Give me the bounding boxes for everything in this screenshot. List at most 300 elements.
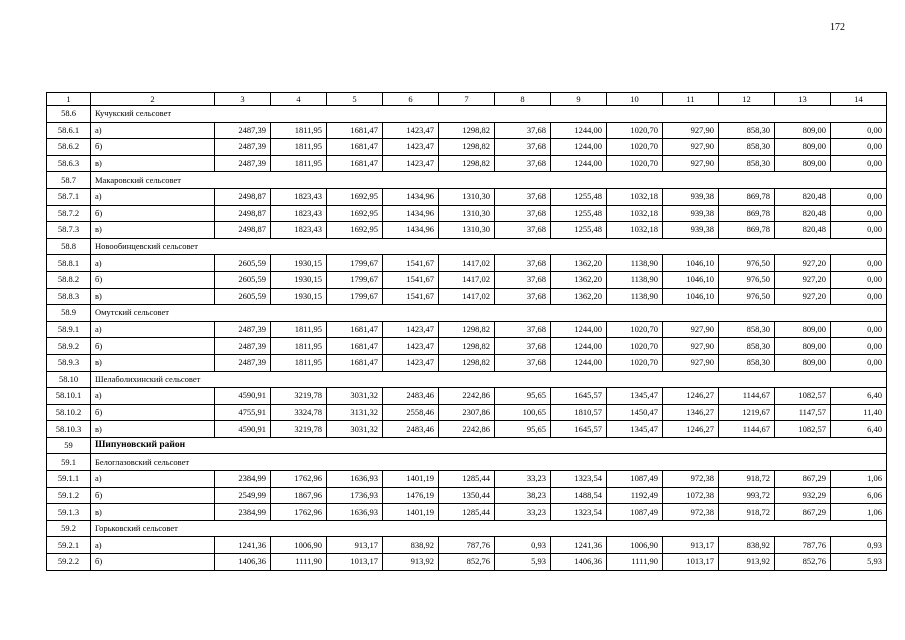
value-cell: 1645,57 xyxy=(551,388,607,405)
row-variant: в) xyxy=(91,288,215,305)
value-cell: 1406,36 xyxy=(215,554,271,571)
row-code: 58.9.1 xyxy=(47,321,91,338)
value-cell: 1362,20 xyxy=(551,271,607,288)
value-cell: 3324,78 xyxy=(271,404,327,421)
value-cell: 3131,32 xyxy=(327,404,383,421)
column-header: 14 xyxy=(831,93,887,106)
row-code: 58.8.2 xyxy=(47,271,91,288)
value-cell: 820,48 xyxy=(775,188,831,205)
value-cell: 1681,47 xyxy=(327,321,383,338)
value-cell: 2384,99 xyxy=(215,471,271,488)
value-cell: 1020,70 xyxy=(607,354,663,371)
value-cell: 3219,78 xyxy=(271,421,327,438)
value-cell: 2242,86 xyxy=(439,388,495,405)
value-cell: 0,00 xyxy=(831,122,887,139)
row-variant: б) xyxy=(91,404,215,421)
value-cell: 37,68 xyxy=(495,139,551,156)
value-cell: 858,30 xyxy=(719,338,775,355)
row-variant: б) xyxy=(91,205,215,222)
value-cell: 1111,90 xyxy=(607,554,663,571)
row-code: 59.1.3 xyxy=(47,504,91,521)
value-cell: 1811,95 xyxy=(271,321,327,338)
value-cell: 1488,54 xyxy=(551,487,607,504)
value-cell: 1345,47 xyxy=(607,421,663,438)
value-cell: 3031,32 xyxy=(327,421,383,438)
header-row xyxy=(47,93,887,106)
section-title: Горьковский сельсовет xyxy=(91,520,887,537)
value-cell: 37,68 xyxy=(495,255,551,272)
value-cell: 927,20 xyxy=(775,271,831,288)
row-code: 58.10.1 xyxy=(47,388,91,405)
value-cell: 1345,47 xyxy=(607,388,663,405)
value-cell: 1255,48 xyxy=(551,205,607,222)
column-header: 7 xyxy=(439,93,495,106)
value-cell: 2605,59 xyxy=(215,271,271,288)
section-row xyxy=(47,454,887,471)
value-cell: 1401,19 xyxy=(383,504,439,521)
value-cell: 2307,86 xyxy=(439,404,495,421)
value-cell: 1144,67 xyxy=(719,421,775,438)
value-cell: 1362,20 xyxy=(551,288,607,305)
value-cell: 1681,47 xyxy=(327,354,383,371)
value-cell: 869,78 xyxy=(719,205,775,222)
value-cell: 0,00 xyxy=(831,222,887,239)
value-cell: 1138,90 xyxy=(607,288,663,305)
table-row xyxy=(47,487,887,504)
value-cell: 1241,36 xyxy=(551,537,607,554)
value-cell: 1244,00 xyxy=(551,122,607,139)
row-code: 59.1 xyxy=(47,454,91,471)
value-cell: 1310,30 xyxy=(439,205,495,222)
value-cell: 6,40 xyxy=(831,421,887,438)
row-code: 58.10.2 xyxy=(47,404,91,421)
value-cell: 1020,70 xyxy=(607,321,663,338)
value-cell: 809,00 xyxy=(775,139,831,156)
value-cell: 95,65 xyxy=(495,388,551,405)
row-code: 58.8.3 xyxy=(47,288,91,305)
value-cell: 809,00 xyxy=(775,321,831,338)
value-cell: 1032,18 xyxy=(607,222,663,239)
value-cell: 2483,46 xyxy=(383,388,439,405)
value-cell: 852,76 xyxy=(775,554,831,571)
value-cell: 1244,00 xyxy=(551,321,607,338)
value-cell: 38,23 xyxy=(495,487,551,504)
table-row xyxy=(47,205,887,222)
table-row xyxy=(47,288,887,305)
value-cell: 1020,70 xyxy=(607,122,663,139)
value-cell: 1736,93 xyxy=(327,487,383,504)
value-cell: 37,68 xyxy=(495,321,551,338)
value-cell: 100,65 xyxy=(495,404,551,421)
table-row xyxy=(47,188,887,205)
value-cell: 1541,67 xyxy=(383,271,439,288)
value-cell: 4590,91 xyxy=(215,421,271,438)
value-cell: 976,50 xyxy=(719,271,775,288)
value-cell: 1636,93 xyxy=(327,471,383,488)
value-cell: 2605,59 xyxy=(215,288,271,305)
value-cell: 1930,15 xyxy=(271,271,327,288)
value-cell: 1,06 xyxy=(831,471,887,488)
value-cell: 1298,82 xyxy=(439,354,495,371)
value-cell: 1013,17 xyxy=(663,554,719,571)
value-cell: 1799,67 xyxy=(327,271,383,288)
value-cell: 3031,32 xyxy=(327,388,383,405)
value-cell: 1020,70 xyxy=(607,155,663,172)
value-cell: 939,38 xyxy=(663,188,719,205)
value-cell: 0,93 xyxy=(495,537,551,554)
value-cell: 1423,47 xyxy=(383,139,439,156)
row-code: 58.10 xyxy=(47,371,91,388)
value-cell: 1246,27 xyxy=(663,421,719,438)
value-cell: 0,00 xyxy=(831,288,887,305)
value-cell: 2487,39 xyxy=(215,338,271,355)
value-cell: 913,92 xyxy=(719,554,775,571)
value-cell: 1,06 xyxy=(831,504,887,521)
value-cell: 1046,10 xyxy=(663,255,719,272)
value-cell: 37,68 xyxy=(495,271,551,288)
column-header: 13 xyxy=(775,93,831,106)
value-cell: 2549,99 xyxy=(215,487,271,504)
value-cell: 869,78 xyxy=(719,222,775,239)
row-code: 58.6.2 xyxy=(47,139,91,156)
value-cell: 3219,78 xyxy=(271,388,327,405)
value-cell: 820,48 xyxy=(775,205,831,222)
value-cell: 1087,49 xyxy=(607,471,663,488)
value-cell: 1541,67 xyxy=(383,255,439,272)
value-cell: 4755,91 xyxy=(215,404,271,421)
value-cell: 1476,19 xyxy=(383,487,439,504)
table-row xyxy=(47,139,887,156)
value-cell: 1692,95 xyxy=(327,205,383,222)
row-code: 58.7 xyxy=(47,172,91,189)
value-cell: 2605,59 xyxy=(215,255,271,272)
value-cell: 0,93 xyxy=(831,537,887,554)
row-variant: б) xyxy=(91,139,215,156)
value-cell: 1244,00 xyxy=(551,139,607,156)
value-cell: 1310,30 xyxy=(439,188,495,205)
table-row xyxy=(47,321,887,338)
column-header: 9 xyxy=(551,93,607,106)
row-code: 58.8.1 xyxy=(47,255,91,272)
value-cell: 1423,47 xyxy=(383,354,439,371)
value-cell: 976,50 xyxy=(719,288,775,305)
value-cell: 927,90 xyxy=(663,354,719,371)
value-cell: 939,38 xyxy=(663,205,719,222)
value-cell: 787,76 xyxy=(775,537,831,554)
row-code: 58.9 xyxy=(47,305,91,322)
value-cell: 2498,87 xyxy=(215,188,271,205)
table-row xyxy=(47,421,887,438)
value-cell: 809,00 xyxy=(775,338,831,355)
value-cell: 1811,95 xyxy=(271,338,327,355)
row-variant: а) xyxy=(91,537,215,554)
value-cell: 11,40 xyxy=(831,404,887,421)
table-row xyxy=(47,404,887,421)
value-cell: 37,68 xyxy=(495,222,551,239)
table-row xyxy=(47,255,887,272)
value-cell: 2242,86 xyxy=(439,421,495,438)
row-variant: б) xyxy=(91,338,215,355)
value-cell: 918,72 xyxy=(719,504,775,521)
value-cell: 2487,39 xyxy=(215,155,271,172)
value-cell: 1082,57 xyxy=(775,388,831,405)
value-cell: 4590,91 xyxy=(215,388,271,405)
table-body xyxy=(47,106,887,571)
value-cell: 2487,39 xyxy=(215,321,271,338)
row-code: 58.7.2 xyxy=(47,205,91,222)
value-cell: 852,76 xyxy=(439,554,495,571)
section-row xyxy=(47,238,887,255)
value-cell: 1930,15 xyxy=(271,255,327,272)
value-cell: 1867,96 xyxy=(271,487,327,504)
value-cell: 1285,44 xyxy=(439,504,495,521)
value-cell: 1244,00 xyxy=(551,354,607,371)
column-header: 10 xyxy=(607,93,663,106)
value-cell: 1244,00 xyxy=(551,338,607,355)
value-cell: 1811,95 xyxy=(271,122,327,139)
section-title: Новообинцевский сельсовет xyxy=(91,238,887,255)
value-cell: 1144,67 xyxy=(719,388,775,405)
value-cell: 913,92 xyxy=(383,554,439,571)
value-cell: 927,90 xyxy=(663,139,719,156)
value-cell: 37,68 xyxy=(495,155,551,172)
value-cell: 5,93 xyxy=(831,554,887,571)
value-cell: 37,68 xyxy=(495,188,551,205)
section-title: Макаровский сельсовет xyxy=(91,172,887,189)
value-cell: 867,29 xyxy=(775,504,831,521)
value-cell: 37,68 xyxy=(495,122,551,139)
row-variant: а) xyxy=(91,321,215,338)
value-cell: 1310,30 xyxy=(439,222,495,239)
row-variant: в) xyxy=(91,504,215,521)
row-code: 58.7.1 xyxy=(47,188,91,205)
table-row xyxy=(47,537,887,554)
value-cell: 939,38 xyxy=(663,222,719,239)
value-cell: 1111,90 xyxy=(271,554,327,571)
value-cell: 838,92 xyxy=(383,537,439,554)
value-cell: 2487,39 xyxy=(215,139,271,156)
table-row xyxy=(47,271,887,288)
value-cell: 2487,39 xyxy=(215,122,271,139)
value-cell: 0,00 xyxy=(831,188,887,205)
value-cell: 95,65 xyxy=(495,421,551,438)
table-row xyxy=(47,122,887,139)
row-variant: в) xyxy=(91,354,215,371)
value-cell: 809,00 xyxy=(775,122,831,139)
row-code: 59.2.1 xyxy=(47,537,91,554)
value-cell: 1072,38 xyxy=(663,487,719,504)
value-cell: 1138,90 xyxy=(607,255,663,272)
value-cell: 1244,00 xyxy=(551,155,607,172)
column-header: 1 xyxy=(47,93,91,106)
district-title: Шипуновский район xyxy=(91,437,887,454)
value-cell: 927,90 xyxy=(663,338,719,355)
value-cell: 1423,47 xyxy=(383,122,439,139)
value-cell: 1811,95 xyxy=(271,354,327,371)
row-code: 58.6.1 xyxy=(47,122,91,139)
value-cell: 1013,17 xyxy=(327,554,383,571)
value-cell: 1681,47 xyxy=(327,122,383,139)
value-cell: 1350,44 xyxy=(439,487,495,504)
value-cell: 809,00 xyxy=(775,354,831,371)
row-variant: в) xyxy=(91,155,215,172)
value-cell: 1298,82 xyxy=(439,321,495,338)
table-row xyxy=(47,554,887,571)
value-cell: 37,68 xyxy=(495,288,551,305)
value-cell: 858,30 xyxy=(719,139,775,156)
value-cell: 1417,02 xyxy=(439,271,495,288)
value-cell: 972,38 xyxy=(663,504,719,521)
value-cell: 33,23 xyxy=(495,471,551,488)
value-cell: 0,00 xyxy=(831,271,887,288)
value-cell: 33,23 xyxy=(495,504,551,521)
value-cell: 1285,44 xyxy=(439,471,495,488)
row-code: 59.2 xyxy=(47,520,91,537)
value-cell: 1811,95 xyxy=(271,155,327,172)
value-cell: 1298,82 xyxy=(439,122,495,139)
value-cell: 1930,15 xyxy=(271,288,327,305)
value-cell: 1810,57 xyxy=(551,404,607,421)
row-variant: б) xyxy=(91,271,215,288)
value-cell: 1298,82 xyxy=(439,338,495,355)
row-variant: б) xyxy=(91,487,215,504)
column-header: 4 xyxy=(271,93,327,106)
value-cell: 1417,02 xyxy=(439,288,495,305)
value-cell: 0,00 xyxy=(831,205,887,222)
value-cell: 1241,36 xyxy=(215,537,271,554)
value-cell: 927,90 xyxy=(663,122,719,139)
column-header: 8 xyxy=(495,93,551,106)
table-row xyxy=(47,471,887,488)
value-cell: 927,20 xyxy=(775,288,831,305)
value-cell: 1255,48 xyxy=(551,188,607,205)
value-cell: 820,48 xyxy=(775,222,831,239)
value-cell: 1423,47 xyxy=(383,155,439,172)
value-cell: 1006,90 xyxy=(607,537,663,554)
value-cell: 1823,43 xyxy=(271,188,327,205)
tariff-table xyxy=(46,92,887,571)
value-cell: 1255,48 xyxy=(551,222,607,239)
value-cell: 1450,47 xyxy=(607,404,663,421)
value-cell: 1298,82 xyxy=(439,155,495,172)
value-cell: 1298,82 xyxy=(439,139,495,156)
value-cell: 1692,95 xyxy=(327,222,383,239)
row-code: 58.6 xyxy=(47,106,91,123)
column-header: 3 xyxy=(215,93,271,106)
value-cell: 993,72 xyxy=(719,487,775,504)
value-cell: 2498,87 xyxy=(215,222,271,239)
row-variant: а) xyxy=(91,188,215,205)
value-cell: 6,40 xyxy=(831,388,887,405)
column-header: 12 xyxy=(719,93,775,106)
value-cell: 1762,96 xyxy=(271,504,327,521)
value-cell: 1362,20 xyxy=(551,255,607,272)
row-code: 58.7.3 xyxy=(47,222,91,239)
column-header: 5 xyxy=(327,93,383,106)
row-variant: а) xyxy=(91,471,215,488)
column-header: 2 xyxy=(91,93,215,106)
value-cell: 0,00 xyxy=(831,354,887,371)
row-code: 59.2.2 xyxy=(47,554,91,571)
value-cell: 809,00 xyxy=(775,155,831,172)
value-cell: 1823,43 xyxy=(271,222,327,239)
value-cell: 858,30 xyxy=(719,155,775,172)
row-variant: в) xyxy=(91,222,215,239)
row-code: 58.10.3 xyxy=(47,421,91,438)
value-cell: 976,50 xyxy=(719,255,775,272)
column-header: 11 xyxy=(663,93,719,106)
value-cell: 1434,96 xyxy=(383,222,439,239)
value-cell: 1192,49 xyxy=(607,487,663,504)
value-cell: 1823,43 xyxy=(271,205,327,222)
value-cell: 1046,10 xyxy=(663,288,719,305)
value-cell: 1219,67 xyxy=(719,404,775,421)
value-cell: 1636,93 xyxy=(327,504,383,521)
value-cell: 1811,95 xyxy=(271,139,327,156)
table-row xyxy=(47,388,887,405)
table-row xyxy=(47,504,887,521)
row-code: 59.1.1 xyxy=(47,471,91,488)
value-cell: 1417,02 xyxy=(439,255,495,272)
value-cell: 1087,49 xyxy=(607,504,663,521)
value-cell: 5,93 xyxy=(495,554,551,571)
value-cell: 1799,67 xyxy=(327,255,383,272)
value-cell: 927,20 xyxy=(775,255,831,272)
value-cell: 0,00 xyxy=(831,255,887,272)
value-cell: 1147,57 xyxy=(775,404,831,421)
value-cell: 1434,96 xyxy=(383,205,439,222)
value-cell: 1799,67 xyxy=(327,288,383,305)
row-variant: а) xyxy=(91,388,215,405)
section-title: Белоглазовский сельсовет xyxy=(91,454,887,471)
value-cell: 1762,96 xyxy=(271,471,327,488)
value-cell: 869,78 xyxy=(719,188,775,205)
value-cell: 1246,27 xyxy=(663,388,719,405)
row-variant: а) xyxy=(91,122,215,139)
value-cell: 1645,57 xyxy=(551,421,607,438)
section-title: Омутский сельсовет xyxy=(91,305,887,322)
value-cell: 787,76 xyxy=(439,537,495,554)
section-title: Шелаболихинский сельсовет xyxy=(91,371,887,388)
value-cell: 2487,39 xyxy=(215,354,271,371)
value-cell: 1032,18 xyxy=(607,205,663,222)
value-cell: 0,00 xyxy=(831,321,887,338)
district-row xyxy=(47,437,887,454)
value-cell: 913,17 xyxy=(327,537,383,554)
section-row xyxy=(47,371,887,388)
table-row xyxy=(47,338,887,355)
value-cell: 1046,10 xyxy=(663,271,719,288)
value-cell: 1323,54 xyxy=(551,504,607,521)
value-cell: 858,30 xyxy=(719,354,775,371)
value-cell: 37,68 xyxy=(495,338,551,355)
table-row xyxy=(47,222,887,239)
section-row xyxy=(47,172,887,189)
value-cell: 1401,19 xyxy=(383,471,439,488)
value-cell: 918,72 xyxy=(719,471,775,488)
value-cell: 1032,18 xyxy=(607,188,663,205)
value-cell: 2483,46 xyxy=(383,421,439,438)
value-cell: 1423,47 xyxy=(383,321,439,338)
value-cell: 1020,70 xyxy=(607,139,663,156)
value-cell: 1434,96 xyxy=(383,188,439,205)
section-row xyxy=(47,305,887,322)
row-code: 58.8 xyxy=(47,238,91,255)
value-cell: 1681,47 xyxy=(327,338,383,355)
row-code: 58.6.3 xyxy=(47,155,91,172)
value-cell: 6,06 xyxy=(831,487,887,504)
value-cell: 1423,47 xyxy=(383,338,439,355)
